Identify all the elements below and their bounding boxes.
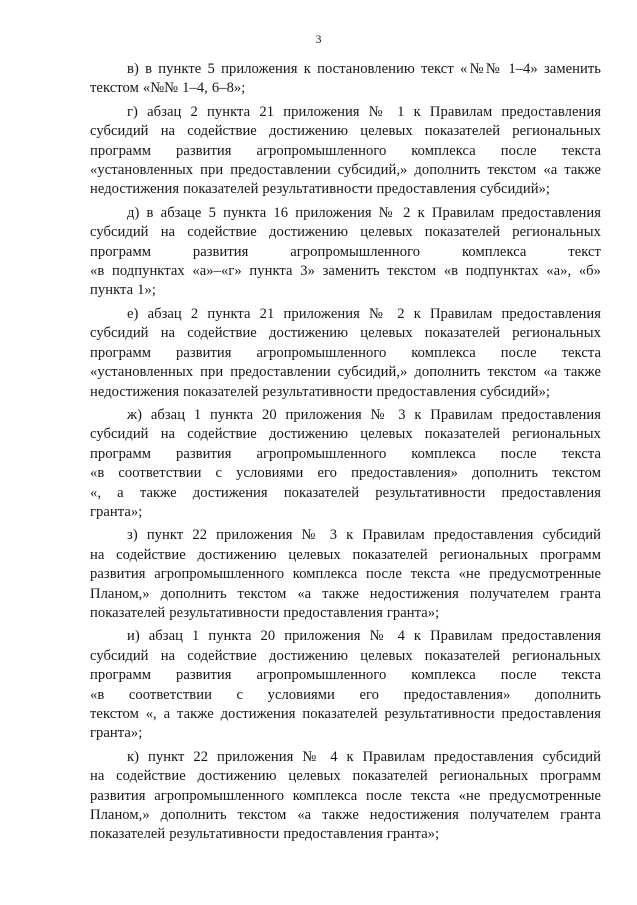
- text-line: субсидий на содействие достижению целевых показателей региональных: [90, 123, 601, 140]
- text-line: программ развития агропромышленного комплекса после текста: [90, 142, 601, 159]
- text-line: показателей результативности предоставления гранта»;: [90, 826, 440, 843]
- text-line: программ развития агропромышленного комплекса текст: [90, 243, 601, 260]
- paragraph-item-g: [90, 103, 601, 200]
- text-line: Планом,» дополнить текстом «а также недостижения получателем гранта: [90, 585, 601, 602]
- text-line: «в подпунктах «а»–«г» пункта 3» заменить текстом «в подпунктах «а», «б»: [90, 263, 601, 280]
- text-line: субсидий на содействие достижению целевых показателей региональных: [90, 426, 601, 443]
- page-number: 3: [315, 32, 322, 46]
- text-line: «в соответствии с условиями его предоставления» дополнить текстом: [90, 465, 601, 482]
- text-line: гранта»;: [90, 503, 143, 520]
- text-line: е) абзац 2 пункта 21 приложения № 2 к Правилам предоставления: [127, 305, 601, 322]
- text-line: развития агропромышленного комплекса после текста «не предусмотренные: [90, 566, 601, 583]
- text-line: Планом,» дополнить текстом «а также недостижения получателем гранта: [90, 807, 601, 824]
- text-line: «установленных при предоставлении субсидий,» дополнить текстом «а также: [90, 364, 601, 381]
- text-line: субсидий на содействие достижению целевых показателей региональных: [90, 647, 601, 664]
- text-line: гранта»;: [90, 725, 143, 742]
- text-line: программ развития агропромышленного комплекса после текста: [90, 445, 601, 462]
- text-line: субсидий на содействие достижению целевых показателей региональных: [90, 325, 601, 342]
- paragraph-item-zh: [90, 406, 601, 522]
- paragraph-item-z: [90, 526, 601, 623]
- text-line: «, а также достижения показателей результативности предоставления: [90, 484, 601, 501]
- text-line: текстом «, а также достижения показателей результативности предоставления: [90, 706, 601, 722]
- text-line: «в соответствии с условиями его предоставления» дополнить: [90, 686, 601, 703]
- text-line: программ развития агропромышленного комплекса после текста: [90, 344, 601, 361]
- text-line: в) в пункте 5 приложения к постановлению текст «№№ 1–4» заменить: [127, 61, 601, 77]
- paragraph-item-e: [90, 305, 601, 402]
- text-line: на содействие достижению целевых показателей региональных программ: [90, 546, 601, 563]
- text-line: развития агропромышленного комплекса после текста «не предусмотренные: [90, 787, 601, 804]
- text-line: показателей результативности предоставления гранта»;: [90, 604, 440, 621]
- text-line: недостижения показателей результативности предоставления субсидий»;: [90, 383, 551, 400]
- paragraph-item-k: [90, 748, 601, 845]
- text-line: з) пункт 22 приложения № 3 к Правилам предоставления субсидий: [127, 527, 601, 544]
- text-line: текстом «№№ 1–4, 6–8»;: [90, 80, 246, 97]
- text-line: ж) абзац 1 пункта 20 приложения № 3 к Правилам предоставления: [127, 406, 601, 423]
- text-line: и) абзац 1 пункта 20 приложения № 4 к Правилам предоставления: [127, 628, 601, 645]
- paragraph-item-i: [90, 627, 601, 743]
- text-line: д) в абзаце 5 пункта 16 приложения № 2 к Правилам предоставления: [127, 204, 601, 221]
- text-line: «установленных при предоставлении субсидий,» дополнить текстом «а также: [90, 162, 601, 179]
- text-line: г) абзац 2 пункта 21 приложения № 1 к Правилам предоставления: [127, 103, 601, 120]
- paragraph-item-v: [90, 60, 601, 99]
- paragraph-item-d: [90, 204, 601, 301]
- text-line: программ развития агропромышленного комплекса после текста: [90, 667, 601, 684]
- text-line: пункта 1»;: [90, 282, 156, 299]
- text-line: субсидий на содействие достижению целевых показателей региональных: [90, 224, 601, 241]
- text-line: к) пункт 22 приложения № 4 к Правилам предоставления субсидий: [127, 748, 601, 765]
- text-line: недостижения показателей результативности предоставления субсидий»;: [90, 181, 551, 198]
- text-line: на содействие достижению целевых показателей региональных программ: [90, 768, 601, 785]
- document-body: [90, 60, 601, 845]
